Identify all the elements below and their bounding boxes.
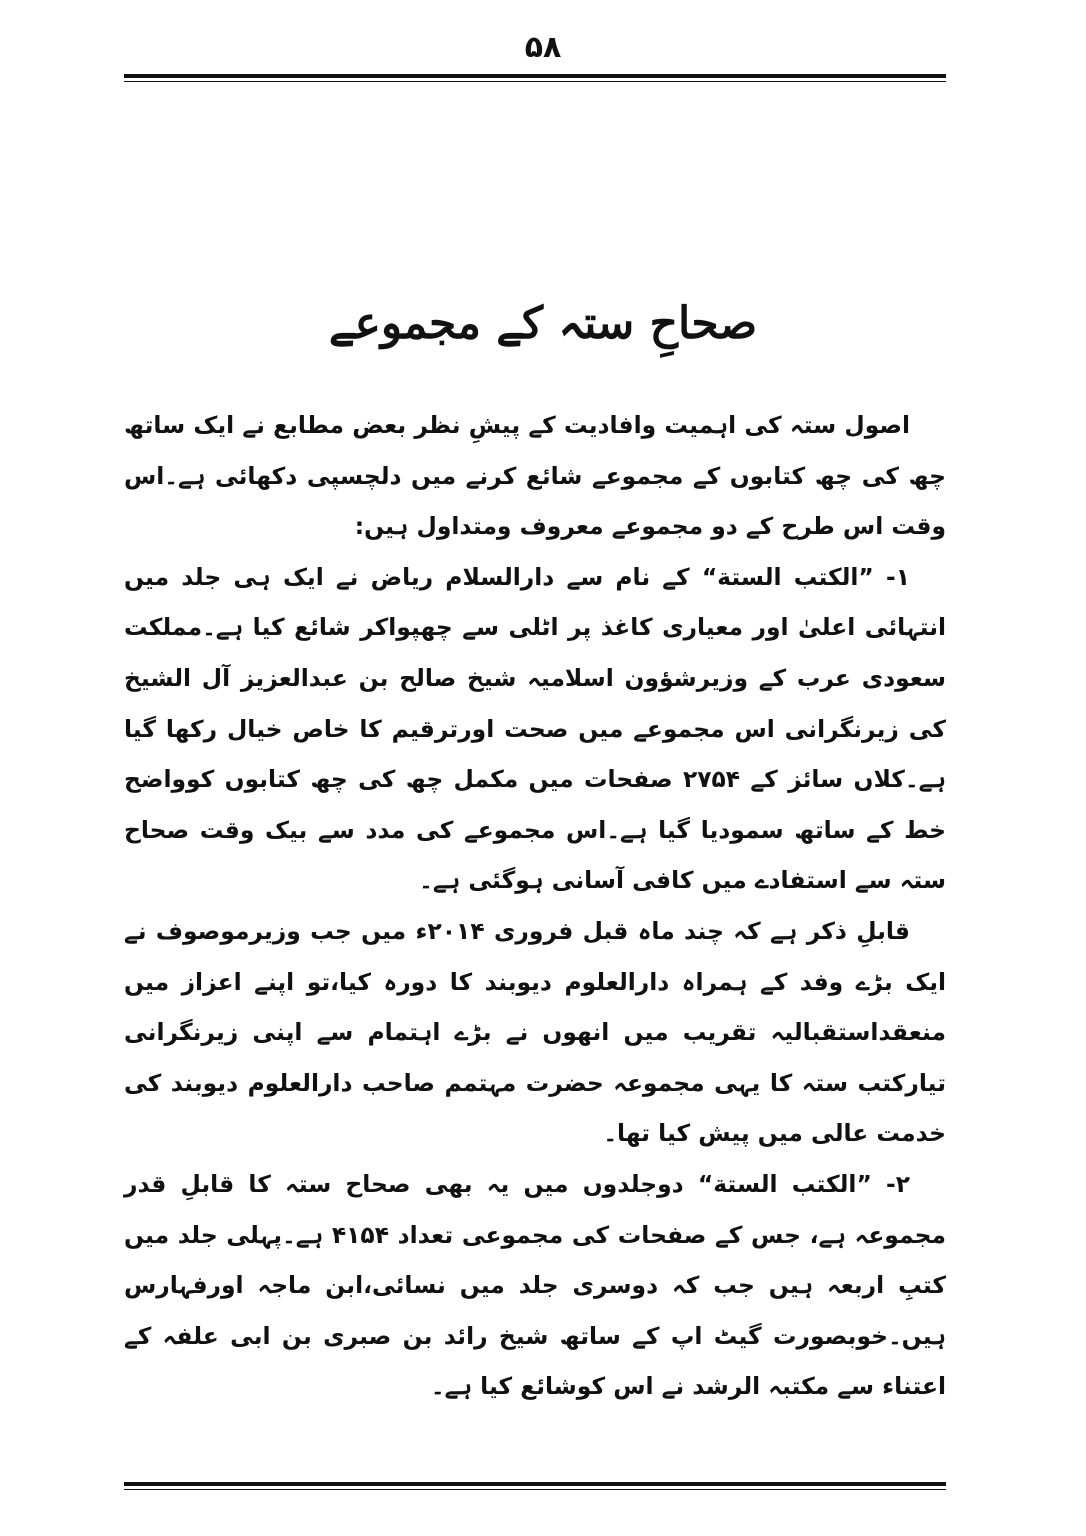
paragraph-item-1: ۱- ”الکتب الستة“ کے نام سے دارالسلام ریاض نے ایک ہی جلد میں انتہائی اعلیٰ اور معیاری کاغذ پر اٹلی سے چھپواکر شائع کیا ہے۔مملکت سعودی عرب کے وزیرشؤون اسلامیہ شیخ صالح بن عبدالعزیز آل الشیخ کی زیرنگرانی اس مجموعے میں صحت اورترقیم کا خاص خیال رکھا گیا ہے۔کلاں سائز کے ۲۷۵۴ صفحات میں مکمل چھ کی چھ کتابوں کوواضح خط کے ساتھ سمودیا گیا ہے۔اس مجموعے کی مدد سے بیک وقت صحاح ستہ سے استفادے میں کافی آسانی ہوگئی ہے۔ [124,562,946,895]
footer-rule-thick [124,1482,946,1486]
paragraph-note: قابلِ ذکر ہے کہ چند ماہ قبل فروری ۲۰۱۴ء میں جب وزیرموصوف نے ایک بڑے وفد کے ہمراہ دارالعلوم دیوبند کا دورہ کیا،تو اپنے اعزاز میں منعقداستقبالیہ تقریب میں انھوں نے بڑے اہتمام سے اپنی زیرنگرانی تیارکتب ستہ کا یہی مجموعہ حضرت مہتمم صاحب دارالعلوم دیوبند کی خدمت عالی میں پیش کیا تھا۔ [124,916,946,1148]
body-text [124,400,946,1412]
paragraph-intro: اصول ستہ کی اہمیت وافادیت کے پیشِ نظر بعض مطابع نے ایک ساتھ چھ کی چھ کتابوں کے مجموعے شائع کرنے میں دلچسپی دکھائی ہے۔اس وقت اس طرح کے دو مجموعے معروف ومتداول ہیں: [124,411,946,541]
footer-rule [124,1482,946,1490]
page-number: ۵۸ [524,30,562,65]
header-rule [124,74,946,82]
footer-rule-thin [124,1489,946,1490]
header-rule-thin [124,81,946,82]
paragraph-item-2: ۲- ”الکتب الستة“ دوجلدوں میں یہ بھی صحاح ستہ کا قابلِ قدر مجموعہ ہے، جس کے صفحات کی مجموعی تعداد ۴۱۵۴ ہے۔پہلی جلد میں کتبِ اربعہ ہیں جب کہ دوسری جلد میں نسائی،ابن ماجہ اورفہارس ہیں۔خوبصورت گیٹ اپ کے ساتھ شیخ رائد بن صبری بن ابی علفہ کے اعتناء سے مکتبہ الرشد نے اس کوشائع کیا ہے۔ [124,1169,946,1401]
chapter-title: صحاحِ ستہ کے مجموعے [328,298,758,349]
header-rule-thick [124,74,946,78]
